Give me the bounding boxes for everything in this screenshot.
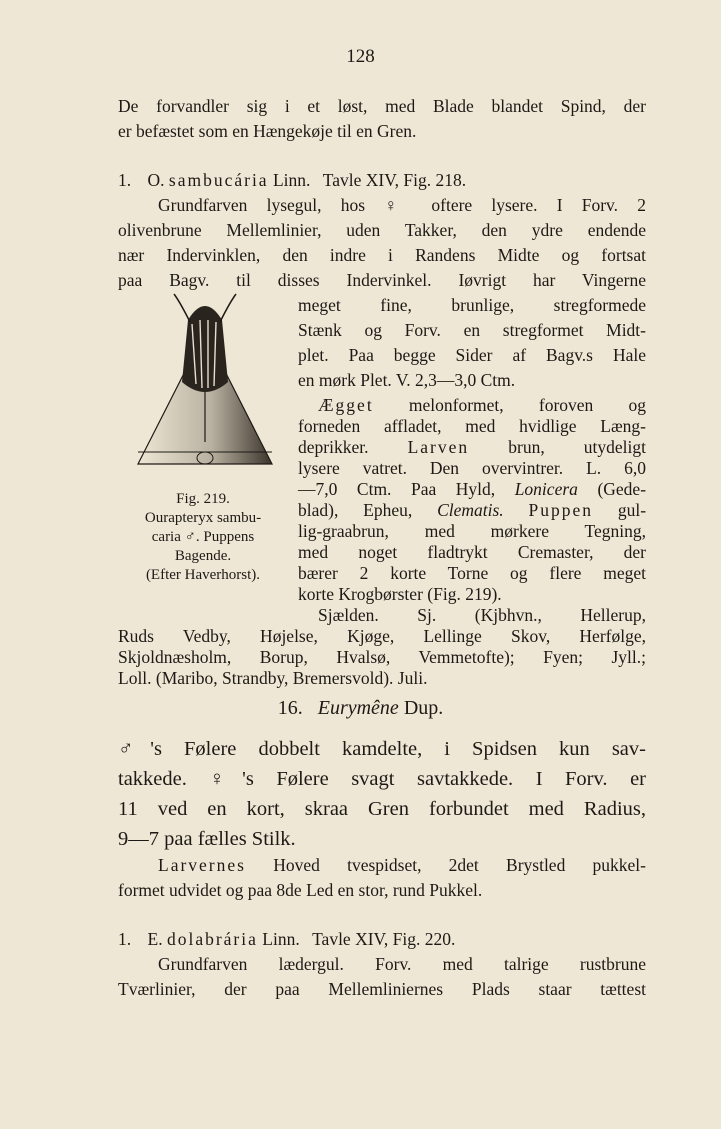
figure-caption-5: (Efter Haverhorst). <box>145 567 261 583</box>
egg-lead: Ægget <box>318 395 374 415</box>
genus-desc-2: takkede. ♀'s Følere svagt savtakkede. I Forv. er <box>118 768 646 790</box>
species2-plate: Tavle XIV, Fig. 220. <box>312 929 456 949</box>
para1-wrap-4: en mørk Plet. V. 2,3—3,0 Ctm. <box>298 370 516 390</box>
egg-text-3a: deprikker. <box>298 437 369 457</box>
larva-word: Larven <box>407 437 470 457</box>
larvae-line-1 <box>158 853 646 877</box>
egg-line-8: med noget fladtrykt Cremaster, der <box>298 542 646 562</box>
species2-name: dolabrária <box>166 929 258 949</box>
species2-author: Linn. <box>262 929 300 949</box>
para1-wrap-3: plet. Paa begge Sider af Bagv.s Hale <box>298 345 646 365</box>
egg-text-6a: blad), Epheu, <box>298 500 413 520</box>
lonicera-tail: (Gede- <box>597 479 647 499</box>
para1-line-1: Grundfarven lysegul, hos ♀ oftere lysere. I Forv. 2 <box>158 195 646 215</box>
egg-line-4: lysere vatret. Den overvintrer. L. 6,0 <box>298 458 646 478</box>
larvae-lead: Larvernes <box>158 855 246 875</box>
para1-line-2: olivenbrune Mellemlinier, uden Takker, den ydre endende <box>118 220 646 240</box>
para1-wrap-2: Stænk og Forv. en stregformet Midt- <box>298 320 646 340</box>
egg-line-9: bærer 2 korte Torne og flere meget <box>298 563 646 583</box>
puppe-word: Puppen <box>528 500 593 520</box>
figure-caption-4: Bagende. <box>174 548 232 564</box>
locality-line-1: Sjælden. Sj. (Kjbhvn., Hellerup, <box>318 605 646 625</box>
egg-text-5a: —7,0 Ctm. Paa Hyld, <box>298 479 496 499</box>
species-heading-1 <box>118 168 466 192</box>
para2-line-1: Grundfarven lædergul. Forv. med talrige rustbrune <box>158 954 646 974</box>
pupa-figure <box>130 292 280 482</box>
egg-line-7: lig-graabrun, med mørkere Tegning, <box>298 521 646 541</box>
species-number: 1. <box>118 170 132 190</box>
locality-line-2: Ruds Vedby, Højelse, Kjøge, Lellinge Skov, Herfølge, <box>118 626 646 646</box>
genus-desc-3: 11 ved en kort, skraa Gren forbundet med Radius, <box>118 798 646 820</box>
species-genus: O. <box>147 170 165 190</box>
page-number: 128 <box>346 46 375 67</box>
genus-author: Dup. <box>403 697 444 719</box>
larvae-text-1: Hoved tvespidset, 2det Brystled pukkel- <box>273 855 647 875</box>
intro-line-1: De forvandler sig i et løst, med Blade blandet Spind, der <box>118 96 646 116</box>
locality-line-3: Skjoldnæsholm, Borup, Hvalsø, Vemmetofte); Fyen; Jyll.; <box>118 647 646 667</box>
egg-line-10: korte Krogbørster (Fig. 219). <box>298 584 502 604</box>
genus-number: 16. <box>277 697 303 719</box>
locality-line-4: Loll. (Maribo, Strandby, Bremersvold). Juli. <box>118 668 428 688</box>
genus-name: Eurymêne <box>317 697 399 719</box>
species-name: sambucária <box>168 170 269 190</box>
lonicera: Lonicera <box>514 479 578 499</box>
genus-heading <box>0 697 721 720</box>
para1-line-3: nær Indervinklen, den indre i Randens Midte og fortsat <box>118 245 646 265</box>
larva-tail: brun, utydeligt <box>508 437 647 457</box>
para2-line-2: Tværlinier, der paa Mellemliniernes Plads staar tættest <box>118 979 646 999</box>
species-author: Linn. <box>272 170 311 190</box>
para1-wrap-1: meget fine, brunlige, stregformede <box>298 295 646 315</box>
genus-desc-4: 9—7 paa fælles Stilk. <box>118 828 296 850</box>
figure-caption-3: caria ♂. Puppens <box>151 529 255 545</box>
figure-caption-2: Ourapteryx sambu- <box>144 510 262 526</box>
egg-text-1: melonformet, foroven og <box>408 395 646 415</box>
species-heading-2 <box>118 927 455 951</box>
species-plate: Tavle XIV, Fig. 218. <box>322 170 467 190</box>
species2-number: 1. <box>118 929 132 949</box>
intro-line-2: er befæstet som en Hængekøje til en Gren. <box>118 121 417 141</box>
genus-desc-1: ♂'s Følere dobbelt kamdelte, i Spidsen kun sav- <box>118 738 646 760</box>
para1-line-4: paa Bagv. til disses Indervinkel. Iøvrigt har Vingerne <box>118 270 646 290</box>
egg-line-2: forneden affladet, med hvidlige Læng- <box>298 416 646 436</box>
clematis: Clematis. <box>437 500 504 520</box>
puppe-tail: gul- <box>617 500 647 520</box>
species2-genus: E. <box>147 929 163 949</box>
figure-caption-1: Fig. 219. <box>176 491 230 507</box>
larvae-line-2: formet udvidet og paa 8de Led en stor, rund Pukkel. <box>118 880 483 900</box>
